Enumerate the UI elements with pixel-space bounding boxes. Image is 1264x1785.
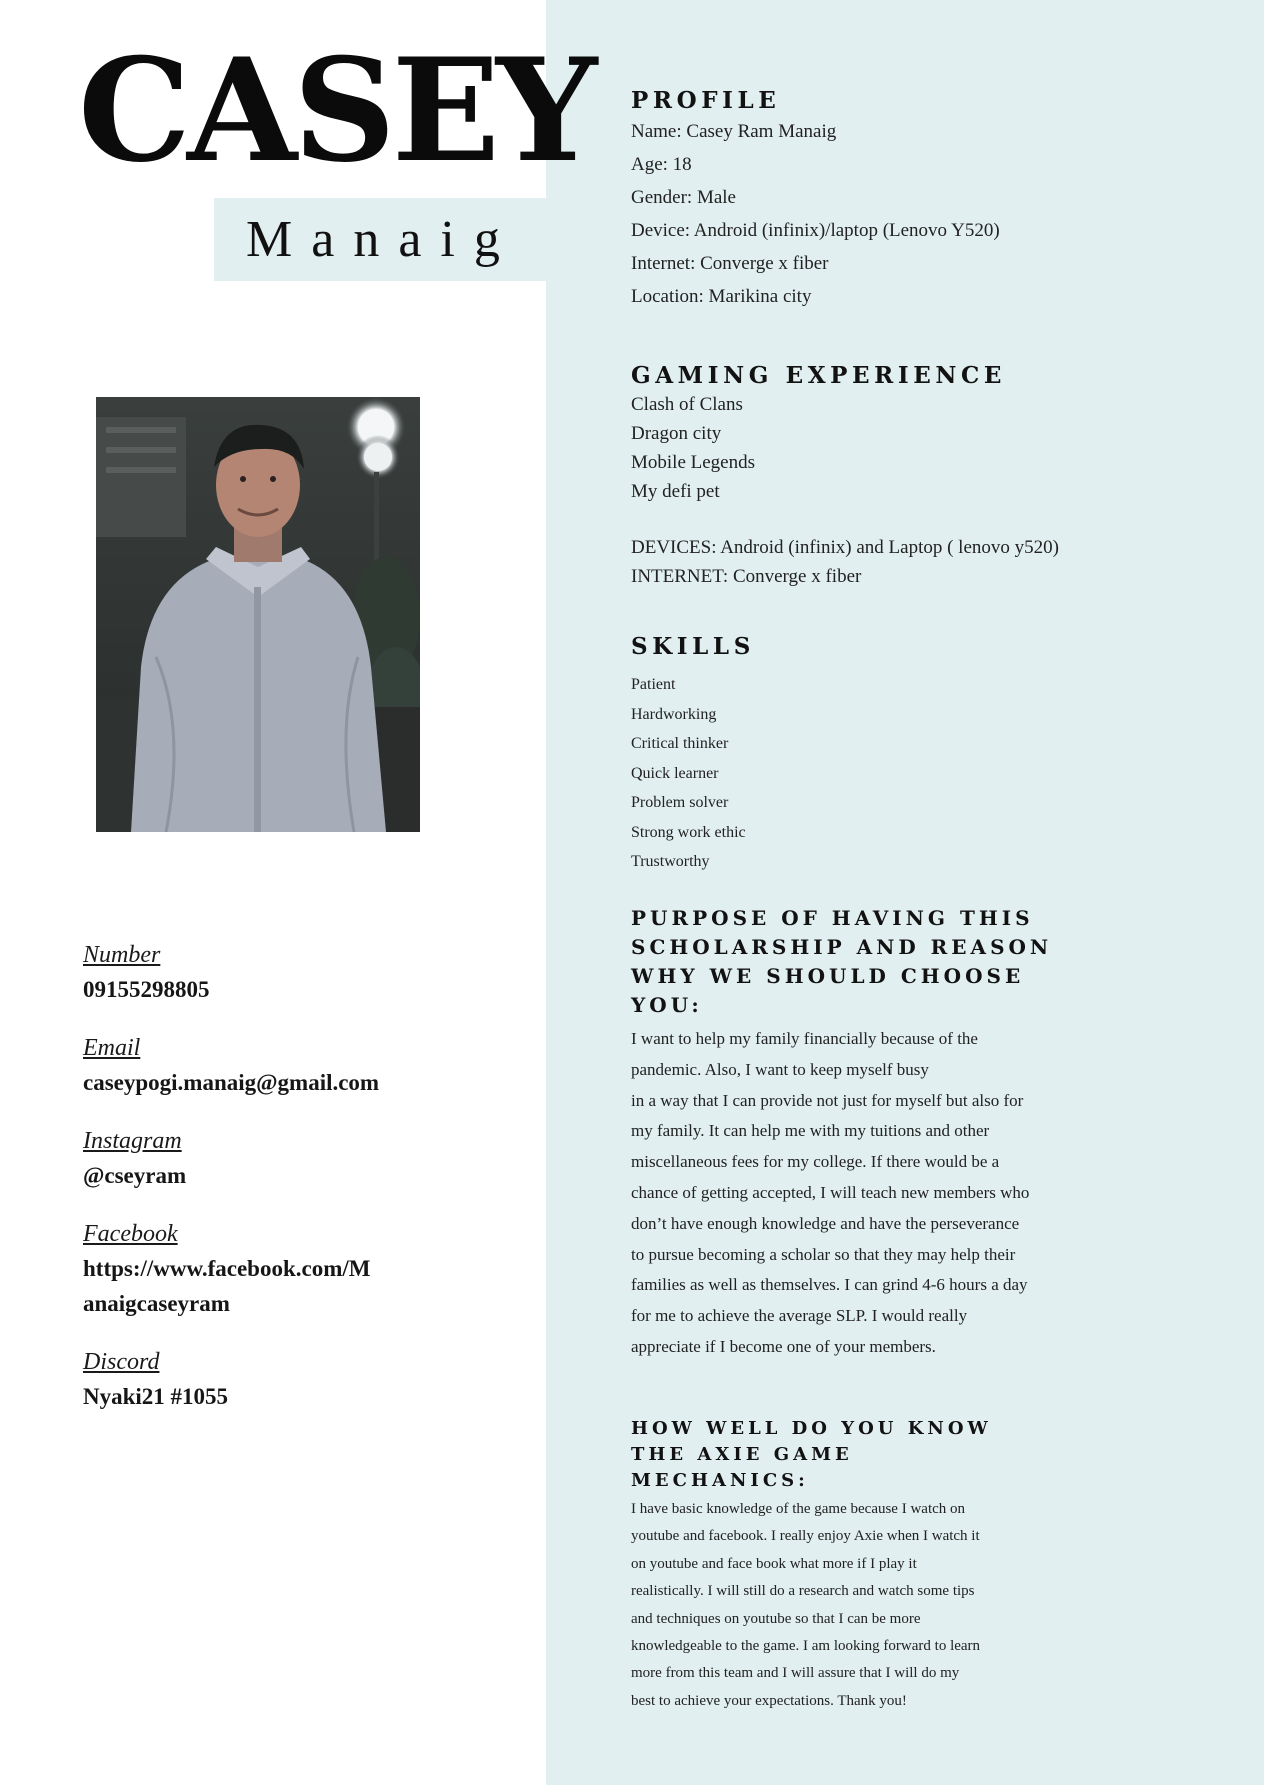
- purpose-text-line: to pursue becoming a scholar so that they may help their: [631, 1244, 1016, 1264]
- section-title-line: HOW WELL DO YOU KNOW: [631, 1418, 992, 1439]
- axie-text-line: knowledgeable to the game. I am looking forward to learn: [631, 1638, 981, 1655]
- section-title: PROFILE: [631, 87, 781, 114]
- game-item: Clash of Clans: [631, 394, 743, 415]
- axie-text-line: realistically. I will still do a research and watch some tips: [631, 1583, 975, 1600]
- skills-section: [631, 632, 1101, 877]
- skill-item: Critical thinker: [631, 735, 729, 752]
- profile-line: Location: Marikina city: [631, 286, 812, 307]
- section-title-line: MECHANICS:: [631, 1470, 809, 1491]
- section-title: SKILLS: [631, 633, 755, 660]
- contact-number: [83, 940, 543, 1007]
- contact-value: @cseyram: [83, 1163, 187, 1188]
- section-title-line: WHY WE SHOULD CHOOSE: [631, 964, 1025, 988]
- contact-value[interactable]: caseypogi.manaig@gmail.com: [83, 1070, 380, 1095]
- profile-line: Age: 18: [631, 154, 692, 175]
- facebook-link-line-1[interactable]: https://www.facebook.com/M: [83, 1256, 371, 1281]
- profile-photo: [96, 397, 420, 832]
- skill-item: Hardworking: [631, 705, 717, 723]
- purpose-text-line: don’t have enough knowledge and have the perseverance: [631, 1213, 1020, 1233]
- person-photo-illustration: [96, 397, 420, 832]
- purpose-text-line: appreciate if I become one of your members.: [631, 1336, 936, 1356]
- purpose-text-line: families as well as themselves. I can grind 4-6 hours a day: [631, 1275, 1028, 1295]
- skill-item: Problem solver: [631, 794, 729, 811]
- contact-list: [83, 940, 543, 1440]
- contact-label: Facebook: [83, 1221, 178, 1247]
- contact-facebook: [83, 1219, 543, 1321]
- contact-value: Nyaki21 #1055: [83, 1384, 229, 1409]
- contact-value: 09155298805: [83, 977, 210, 1002]
- profile-line: Name: Casey Ram Manaig: [631, 121, 837, 142]
- last-name-heading: Manaig: [246, 211, 519, 268]
- skill-item: Quick learner: [631, 764, 719, 782]
- contact-instagram: [83, 1126, 543, 1193]
- purpose-text-line: my family. It can help me with my tuitions and other: [631, 1121, 990, 1141]
- purpose-section: [631, 904, 1101, 1363]
- purpose-text-line: chance of getting accepted, I will teach new members who: [631, 1182, 1030, 1202]
- section-title: GAMING EXPERIENCE: [631, 362, 1007, 389]
- axie-text-line: youtube and facebook. I really enjoy Axie when I watch it: [631, 1528, 980, 1545]
- section-title-line: PURPOSE OF HAVING THIS: [631, 906, 1034, 930]
- axie-text-line: and techniques on youtube so that I can be more: [631, 1610, 921, 1627]
- skill-item: Trustworthy: [631, 853, 710, 870]
- purpose-text-line: miscellaneous fees for my college. If there would be a: [631, 1152, 1000, 1172]
- contact-label: Instagram: [83, 1128, 182, 1154]
- section-title-line: YOU:: [631, 993, 703, 1017]
- internet-line: INTERNET: Converge x fiber: [631, 566, 862, 587]
- last-name-box: [214, 198, 546, 281]
- section-title-line: THE AXIE GAME: [631, 1444, 853, 1465]
- gaming-experience-section: [631, 361, 1101, 591]
- axie-text-line: more from this team and I will assure that I will do my: [631, 1665, 960, 1682]
- contact-label: Number: [83, 942, 161, 968]
- purpose-text-line: in a way that I can provide not just for myself but also for: [631, 1090, 1024, 1110]
- contact-discord: [83, 1347, 543, 1414]
- profile-line: Gender: Male: [631, 187, 736, 208]
- profile-line: Internet: Converge x fiber: [631, 253, 829, 274]
- axie-knowledge-section: [631, 1416, 1101, 1715]
- profile-line: Device: Android (infinix)/laptop (Lenovo Y520): [631, 220, 1000, 241]
- first-name-heading: CASEY: [78, 28, 594, 194]
- skill-item: Strong work ethic: [631, 823, 746, 841]
- contact-label: Email: [83, 1035, 141, 1061]
- axie-text-line: best to achieve your expectations. Thank you!: [631, 1692, 907, 1709]
- game-item: My defi pet: [631, 481, 720, 502]
- section-title-line: SCHOLARSHIP AND REASON: [631, 935, 1053, 959]
- purpose-text-line: I want to help my family financially because of the: [631, 1029, 978, 1048]
- purpose-text-line: pandemic. Also, I want to keep myself busy: [631, 1059, 929, 1079]
- axie-text-line: I have basic knowledge of the game because I watch on: [631, 1501, 966, 1517]
- profile-section: [631, 86, 1101, 313]
- facebook-link-line-2[interactable]: anaigcaseyram: [83, 1291, 230, 1316]
- axie-text-line: on youtube and face book what more if I play it: [631, 1555, 917, 1572]
- devices-line: DEVICES: Android (infinix) and Laptop ( lenovo y520): [631, 537, 1059, 558]
- contact-label: Discord: [83, 1349, 160, 1375]
- purpose-text-line: for me to achieve the average SLP. I would really: [631, 1306, 968, 1326]
- contact-email: [83, 1033, 543, 1100]
- skill-item: Patient: [631, 676, 676, 693]
- game-item: Dragon city: [631, 423, 722, 444]
- game-item: Mobile Legends: [631, 452, 756, 473]
